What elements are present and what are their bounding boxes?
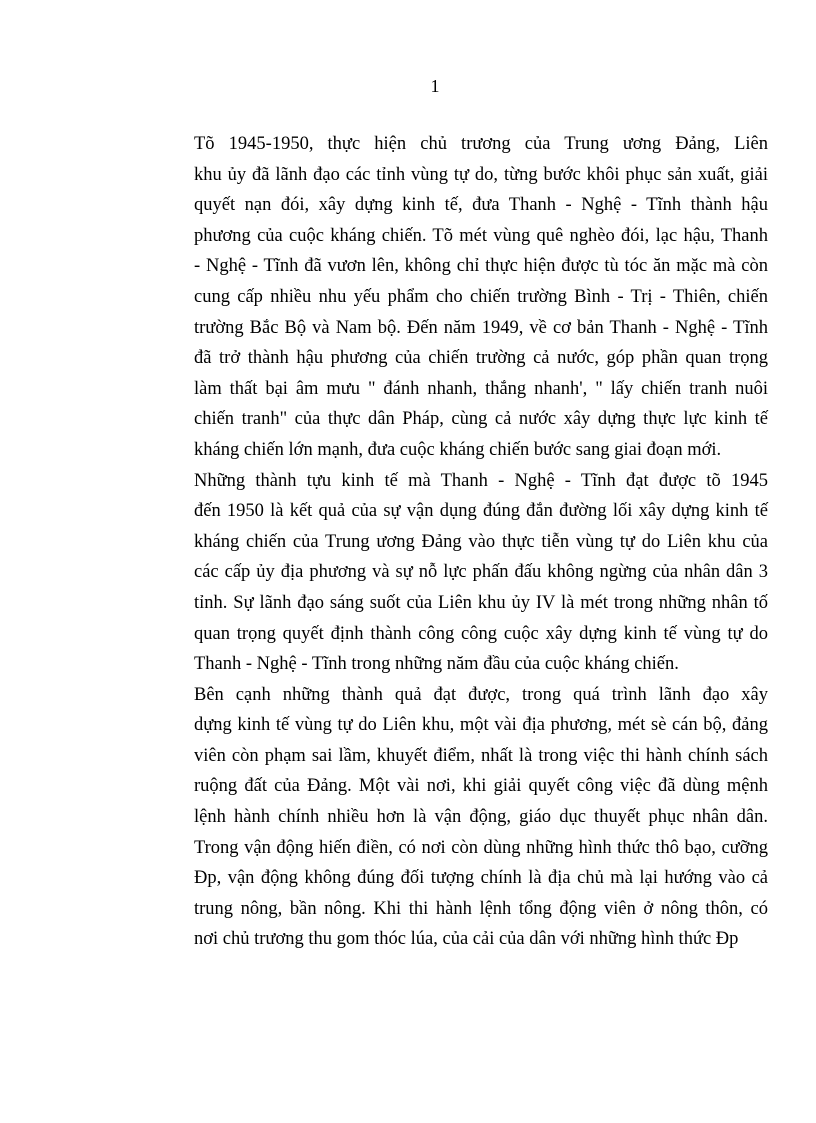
text-line: các cấp ủy địa phương và sự nỗ lực phấn đấu không ngừng của nhân dân 3 xyxy=(194,562,768,583)
text-line: lệnh hành chính nhiều hơn là vận động, giáo dục thuyết phục nhân dân. xyxy=(194,807,768,828)
text-line: đến 1950 là kết quả của sự vận dụng đúng đắn đường lối xây dựng kinh tế xyxy=(194,501,768,522)
text-line: quan trọng quyết định thành công công cuộc xây dựng kinh tế vùng tự do xyxy=(194,623,768,644)
text-line: quyết nạn đói, xây dựng kinh tế, đưa Thanh - Nghệ - Tĩnh thành hậu xyxy=(194,195,768,216)
text-line: khu ủy đã lãnh đạo các tỉnh vùng tự do, từng bước khôi phục sản xuất, giải xyxy=(194,164,768,185)
text-line: Bên cạnh những thành quả đạt được, trong quá trình lãnh đạo xây xyxy=(194,684,768,705)
text-line: Những thành tựu kinh tế mà Thanh - Nghệ - Tĩnh đạt được tõ 1945 xyxy=(194,470,768,491)
text-line: trung nông, bần nông. Khi thi hành lệnh tổng động viên ở nông thôn, có xyxy=(194,898,768,919)
text-line: phương của cuộc kháng chiến. Tõ mét vùng quê nghèo đói, lạc hậu, Thanh xyxy=(194,225,768,246)
document-body xyxy=(136,129,768,955)
text-line: - Nghệ - Tĩnh đã vươn lên, không chỉ thực hiện được tù tóc ăn mặc mà còn xyxy=(194,256,768,277)
text-line: kháng chiến lớn mạnh, đưa cuộc kháng chiến bước sang giai đoạn mới. xyxy=(194,439,722,460)
paragraph-3 xyxy=(136,680,768,955)
text-line: kháng chiến của Trung ương Đảng vào thực tiễn vùng tự do Liên khu của xyxy=(194,531,768,552)
text-line: Tõ 1945-1950, thực hiện chủ trương của Trung ương Đảng, Liên xyxy=(194,134,768,154)
paragraph-1 xyxy=(136,129,768,466)
text-line: Đp, vận động không đúng đối tượng chính là địa chủ mà lại hướng vào cả xyxy=(194,868,768,889)
page-number: 1 xyxy=(430,76,440,96)
text-line: viên còn phạm sai lầm, khuyết điểm, nhất là trong việc thi hành chính sách xyxy=(194,745,768,766)
text-line: nơi chủ trương thu gom thóc lúa, của cải của dân với những hình thức Ðp xyxy=(194,929,739,950)
text-line: ruộng đất của Đảng. Một vài nơi, khi giải quyết công việc đã dùng mệnh xyxy=(194,776,768,797)
text-line: trường Bắc Bộ và Nam bộ. Đến năm 1949, về cơ bản Thanh - Nghệ - Tĩnh xyxy=(194,317,768,338)
text-line: làm thất bại âm mưu " đánh nhanh, thắng nhanh', " lấy chiến tranh nuôi xyxy=(194,378,768,399)
text-line: cung cấp nhiều nhu yếu phẩm cho chiến trường Bình - Trị - Thiên, chiến xyxy=(194,286,768,307)
text-line: đã trở thành hậu phương của chiến trường cả nước, góp phần quan trọng xyxy=(194,348,768,369)
text-line: Trong vận động hiến điền, có nơi còn dùng những hình thức thô bạo, cưỡng xyxy=(194,837,768,858)
text-line: dựng kinh tế vùng tự do Liên khu, một vài địa phương, mét sè cán bộ, đảng xyxy=(194,715,768,736)
text-line: chiến tranh" của thực dân Pháp, cùng cả nước xây dựng thực lực kinh tế xyxy=(194,409,768,430)
paragraph-2 xyxy=(136,466,768,680)
text-line: tỉnh. Sự lãnh đạo sáng suốt của Liên khu ủy IV là mét trong những nhân tố xyxy=(194,592,768,613)
text-line: Thanh - Nghệ - Tĩnh trong những năm đầu của cuộc kháng chiến. xyxy=(194,654,679,675)
